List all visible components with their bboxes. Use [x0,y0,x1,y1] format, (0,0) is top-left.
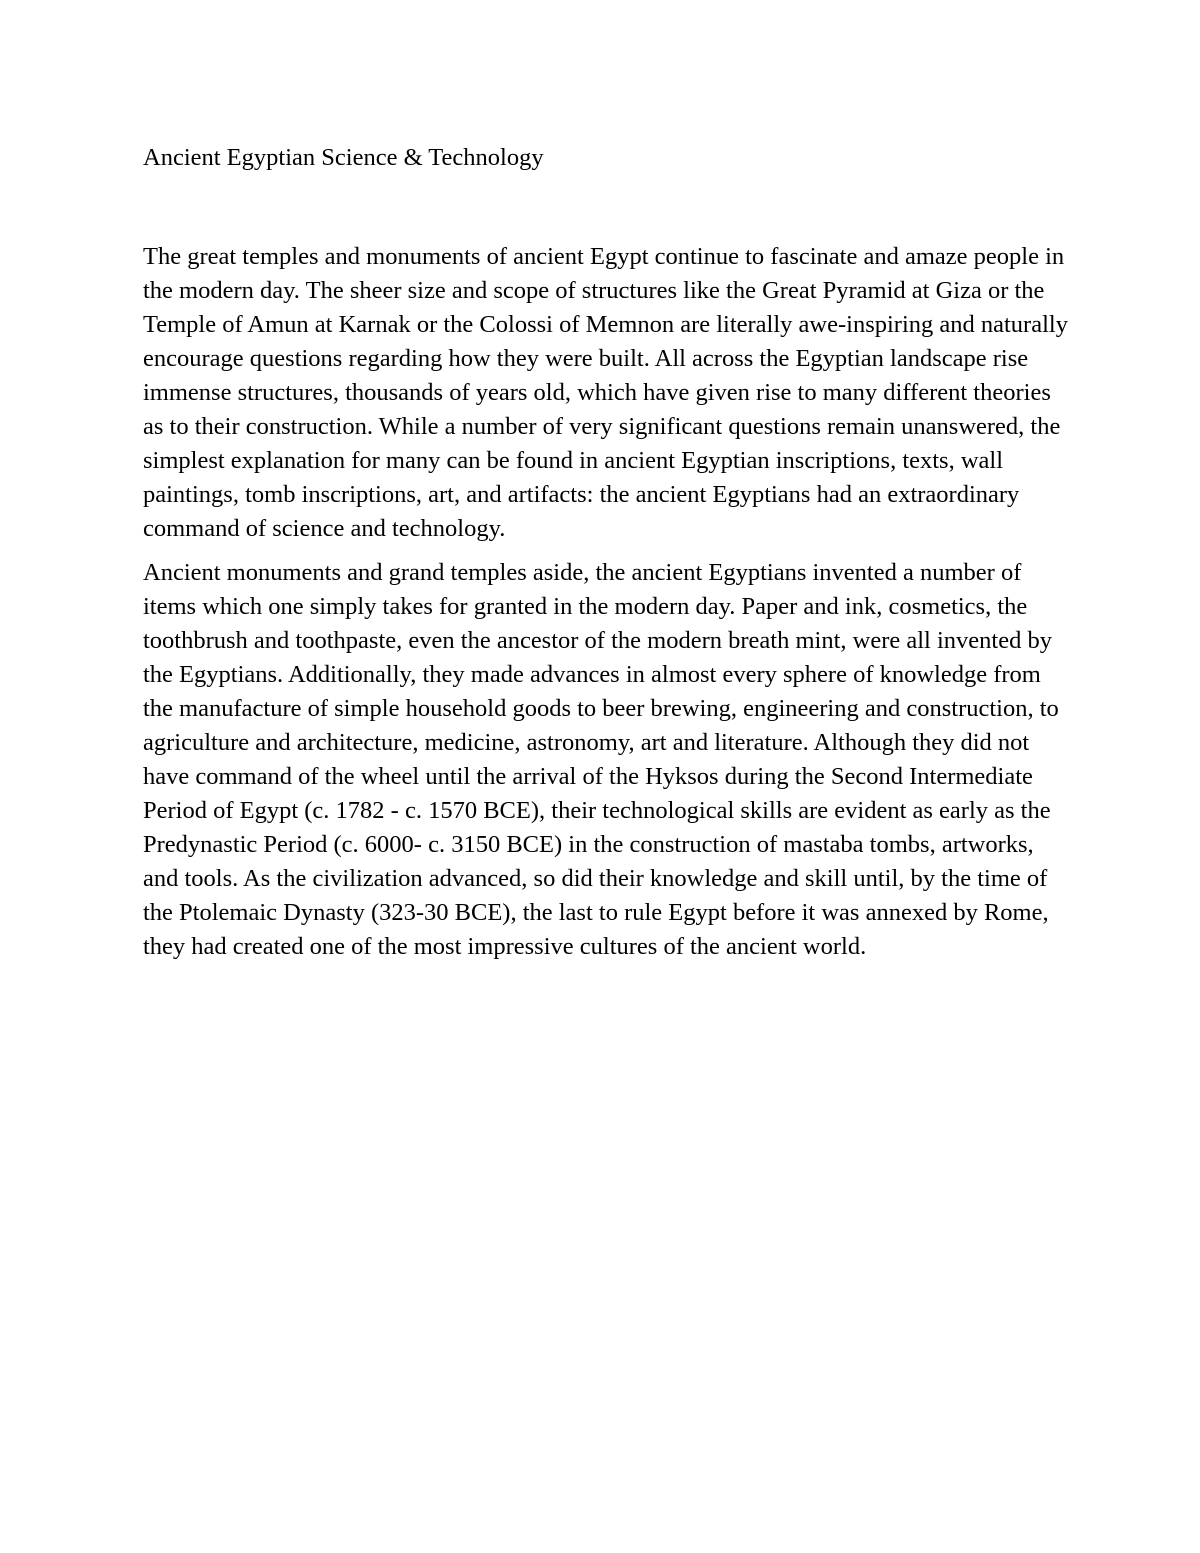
document-title: Ancient Egyptian Science & Technology [143,144,544,171]
paragraph-1: The great temples and monuments of ancient Egypt continue to fascinate and amaze people in the modern day. The sheer size and scope of structures like the Great Pyramid at Giza or the Temple of Amun at Karnak or the Colossi of Memnon are literally awe-inspiring and naturally encourage questions regarding how they were built. All across the Egyptian landscape rise immense structures, thousands of years old, which have given rise to many different theories as to their construction. While a number of very significant questions remain unanswered, the simplest explanation for many can be found in ancient Egyptian inscriptions, texts, wall paintings, tomb inscriptions, art, and artifacts: the ancient Egyptians had an extraordinary command of science and technology. [143,243,1068,542]
document-body [143,138,1068,964]
paragraph-2: Ancient monuments and grand temples aside, the ancient Egyptians invented a number of items which one simply takes for granted in the modern day. Paper and ink, cosmetics, the toothbrush and toothpaste, even the ancestor of the modern breath mint, were all invented by the Egyptians. Additionally, they made advances in almost every sphere of knowledge from the manufacture of simple household goods to beer brewing, engineering and construction, to agriculture and architecture, medicine, astronomy, art and literature. Although they did not have command of the wheel until the arrival of the Hyksos during the Second Intermediate Period of Egypt (c. 1782 - c. 1570 BCE), their technological skills are evident as early as the Predynastic Period (c. 6000- c. 3150 BCE) in the construction of mastaba tombs, artworks, and tools. As the civilization advanced, so did their knowledge and skill until, by the time of the Ptolemaic Dynasty (323-30 BCE), the last to rule Egypt before it was annexed by Rome, they had created one of the most impressive cultures of the ancient world. [143,559,1059,960]
